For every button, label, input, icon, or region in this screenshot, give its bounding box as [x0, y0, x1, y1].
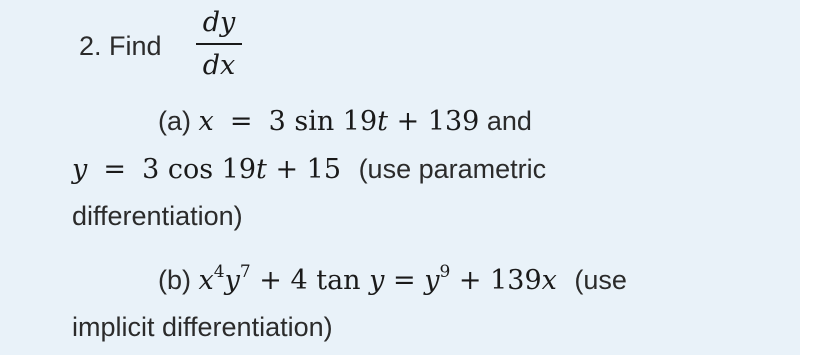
fraction-bar	[196, 43, 242, 45]
part-a-x-var: x	[198, 106, 214, 137]
part-b-hint-1: (use	[574, 265, 627, 295]
part-a-conjunction: and	[486, 106, 532, 136]
part-b-hint-2: implicit differentiation)	[72, 312, 333, 342]
part-a-y-equals: =	[94, 154, 135, 185]
part-a-y-var: y	[72, 154, 88, 185]
part-a-line-2	[72, 156, 546, 183]
part-a-x-expression: 3 sin 19t + 139	[268, 106, 480, 137]
part-b-label: (b)	[158, 265, 191, 295]
part-b-equation: $x^4y^7 + 4$ $\tan y = y^9 + 139x$	[198, 262, 557, 296]
derivative-fraction	[196, 6, 242, 83]
problem-number-label: 2. Find	[79, 31, 162, 61]
fraction-denominator: dx	[202, 50, 236, 81]
part-a-hint-1: (use parametric	[358, 154, 547, 184]
part-b-line-1	[158, 262, 627, 296]
part-a-y-expression: 3 cos 19t + 15	[142, 154, 342, 185]
part-a-line-1	[158, 108, 532, 135]
fraction-numerator: dy	[202, 7, 236, 38]
part-a-label: (a)	[158, 106, 191, 136]
part-a-hint-2: differentiation)	[72, 201, 243, 231]
part-a-x-equals: =	[221, 106, 262, 137]
